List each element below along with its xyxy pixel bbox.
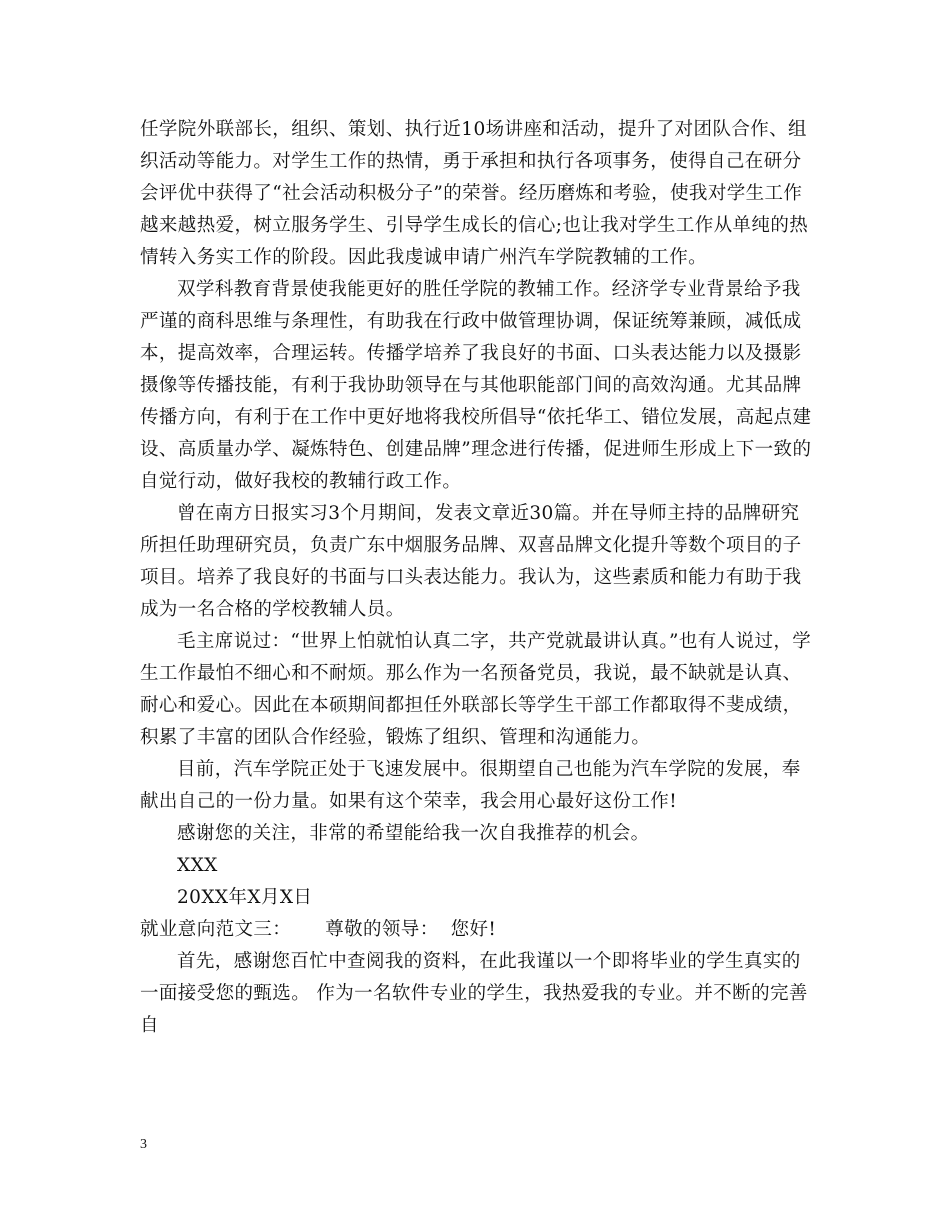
paragraph-quote: 毛主席说过：“世界上怕就怕认真二字，共产党就最讲认真。”也有人说过，学生工作最怕不细心和不耐烦。那么作为一名预备党员，我说，最不缺就是认真、耐心和爱心。因此在本硕期间都担任外联部长等学生干部工作都取得不斐成绩，积累了丰富的团队合作经验，锻炼了组织、管理和沟通能力。	[140, 631, 812, 748]
document-body	[140, 114, 816, 1042]
signature-date: 20XX年X月X日	[177, 887, 313, 908]
greeting: 您好!	[450, 919, 497, 940]
section-heading-row	[140, 914, 816, 946]
paragraph-internship: 曾在南方日报实习3个月期间，发表文章近30篇。并在导师主持的品牌研究所担任助理研究员，负责广东中烟服务品牌、双喜品牌文化提升等数个项目的子项目。培养了我良好的书面与口头表达能力。我认为，这些素质和能力有助于我成为一名合格的学校教辅人员。	[140, 503, 802, 620]
salutation: 尊敬的领导：	[325, 919, 439, 940]
paragraph-dual-background: 双学科教育背景使我能更好的胜任学院的教辅工作。经济学专业背景给予我严谨的商科思维与条理性，有助我在行政中做管理协调，保证统筹兼顾，减低成本，提高效率，合理运转。传播学培养了我良好的书面、口头表达能力以及摄影摄像等传播技能，有利于我协助领导在与其他职能部门间的高效沟通。尤其品牌传播方向，有利于在工作中更好地将我校所倡导“依托华工、错位发展，高起点建设、高质量办学、凝炼特色、创建品牌”理念进行传播，促进师生形成上下一致的自觉行动，做好我校的教辅行政工作。	[140, 279, 812, 492]
paragraph-continuation: 任学院外联部长，组织、策划、执行近10场讲座和活动，提升了对团队合作、组织活动等能力。对学生工作的热情，勇于承担和执行各项事务，使得自己在研分会评优中获得了“社会活动积极分子”的荣誉。经历磨炼和考验，使我对学生工作越来越热爱，树立服务学生、引导学生成长的信心;也让我对学生工作从单纯的热情转入务实工作的阶段。因此我虔诚申请广州汽车学院教辅的工作。	[140, 119, 809, 268]
section-heading: 就业意向范文三：	[140, 919, 292, 940]
paragraph-final: 首先，感谢您百忙中查阅我的资料，在此我谨以一个即将毕业的学生真实的一面接受您的甄选。 作为一名软件专业的学生，我热爱我的专业。并不断的完善自	[140, 951, 808, 1036]
paragraph-thanks: 感谢您的关注，非常的希望能给我一次自我推荐的机会。	[177, 823, 650, 844]
signature-name: XXX	[177, 855, 218, 876]
paragraph-development: 目前，汽车学院正处于飞速发展中。很期望自己也能为汽车学院的发展，奉献出自己的一份力量。如果有这个荣幸，我会用心最好这份工作!	[140, 759, 801, 812]
page-number: 3	[140, 1137, 147, 1152]
